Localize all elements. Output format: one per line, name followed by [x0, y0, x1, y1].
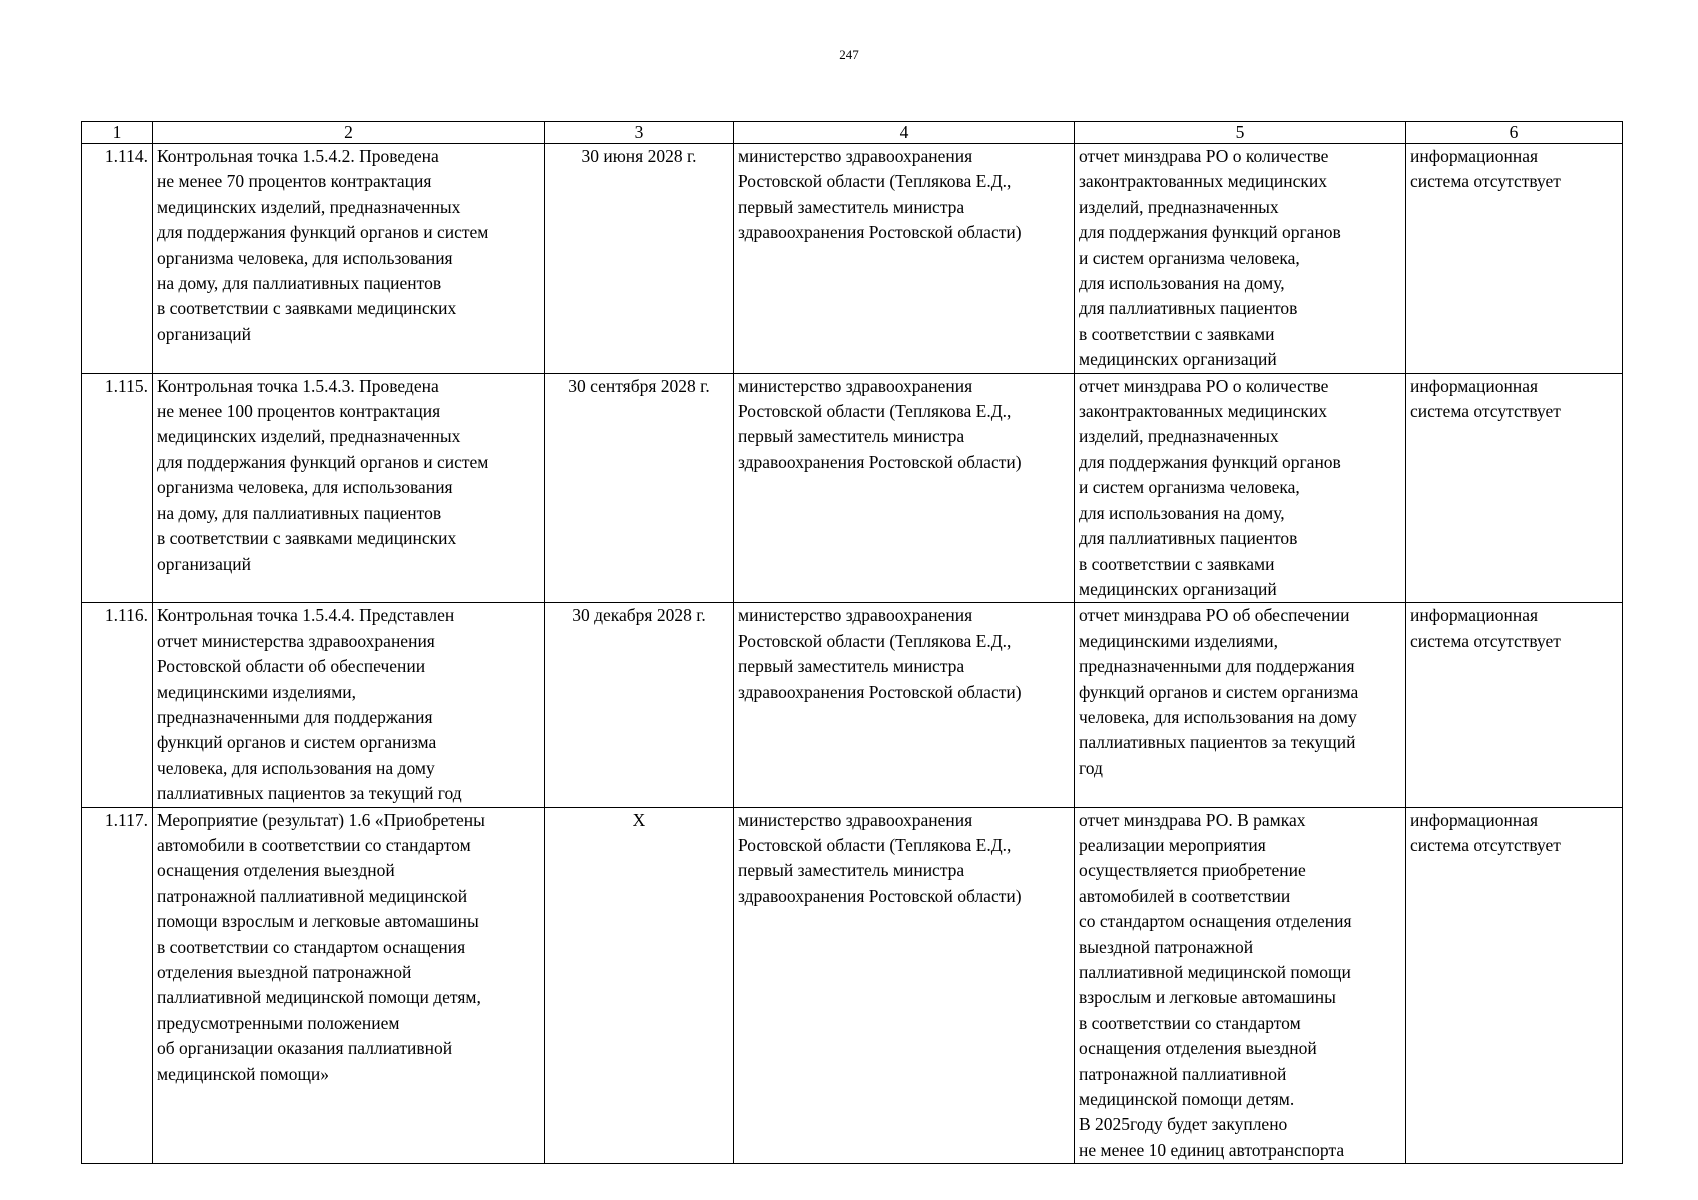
text-line: в соответствии со стандартом оснащения: [157, 936, 466, 957]
text-line: помощи взрослым и легковые автомашины: [157, 911, 479, 932]
text-line: автомобилей в соответствии: [1079, 885, 1291, 906]
text-line: не менее 100 процентов контрактация: [157, 401, 441, 422]
text-line: функций органов и систем организма: [1079, 681, 1359, 702]
text-line: паллиативной медицинской помощи: [1079, 962, 1351, 982]
text-line: на дому, для паллиативных пациентов: [157, 273, 442, 294]
event-description: [153, 144, 545, 374]
text-line: система отсутствует: [1410, 171, 1561, 192]
text-line: в соответствии с заявками: [1079, 323, 1275, 344]
text-line: в соответствии с заявками: [1079, 553, 1275, 574]
text-line: для поддержания функций органов: [1079, 222, 1341, 243]
text-line: отчет минздрава РО. В рамках: [1079, 809, 1306, 830]
text-line: для поддержания функций органов: [1079, 451, 1341, 472]
page-number: 247: [839, 47, 859, 62]
text-line: министерство здравоохранения: [738, 809, 973, 830]
text-line: взрослым и легковые автомашины: [1079, 987, 1336, 1008]
text-line: медицинской помощи»: [157, 1063, 330, 1084]
text-line: Контрольная точка 1.5.4.2. Проведена: [157, 146, 439, 166]
due-date: 30 июня 2028 г.: [545, 144, 734, 374]
text-line: паллиативных пациентов за текущий: [1079, 732, 1356, 753]
confirming-document: [1075, 144, 1406, 374]
text-line: Контрольная точка 1.5.4.4. Представлен: [157, 605, 455, 626]
information-system: [1406, 603, 1623, 807]
text-line: Ростовской области (Теплякова Е.Д.,: [738, 834, 1012, 855]
text-line: предусмотренными положением: [157, 1012, 400, 1033]
text-line: отчет минздрава РО об обеспечении: [1079, 605, 1350, 626]
row-number: 1.116.: [82, 603, 153, 807]
text-line: медицинскими изделиями,: [157, 681, 357, 702]
column-number: 4: [734, 122, 1075, 144]
text-line: здравоохранения Ростовской области): [738, 451, 1022, 472]
text-line: для использования на дому,: [1079, 273, 1285, 294]
event-description: [153, 807, 545, 1164]
column-number: 1: [82, 122, 153, 144]
text-line: законтрактованных медицинских: [1079, 171, 1327, 192]
text-line: первый заместитель министра: [738, 656, 965, 677]
text-line: осуществляется приобретение: [1079, 860, 1306, 881]
plan-table: [81, 121, 1623, 1164]
column-number: 3: [545, 122, 734, 144]
event-description: [153, 373, 545, 603]
text-line: отделения выездной патронажной: [157, 962, 412, 982]
text-line: отчет минздрава РО о количестве: [1079, 375, 1329, 396]
responsible-party: [734, 373, 1075, 603]
confirming-document: [1075, 807, 1406, 1164]
text-line: организаций: [157, 323, 251, 344]
text-line: год: [1079, 757, 1103, 778]
text-line: патронажной паллиативной медицинской: [157, 885, 468, 906]
text-line: на дому, для паллиативных пациентов: [157, 502, 442, 523]
text-line: Контрольная точка 1.5.4.3. Проведена: [157, 375, 439, 396]
text-line: отчет министерства здравоохранения: [157, 630, 435, 651]
text-line: об организации оказания паллиативной: [157, 1038, 453, 1059]
text-line: патронажной паллиативной: [1079, 1063, 1287, 1084]
text-line: здравоохранения Ростовской области): [738, 681, 1022, 702]
text-line: организаций: [157, 553, 251, 574]
table-row: [82, 144, 1623, 374]
text-line: для паллиативных пациентов: [1079, 298, 1298, 319]
text-line: и систем организма человека,: [1079, 477, 1300, 498]
text-line: оснащения отделения выездной: [157, 860, 395, 881]
text-line: в соответствии с заявками медицинских: [157, 298, 457, 319]
table-row: [82, 807, 1623, 1164]
responsible-party: [734, 144, 1075, 374]
text-line: человека, для использования на дому: [1079, 706, 1357, 727]
text-line: медицинских изделий, предназначенных: [157, 196, 461, 217]
due-date: X: [545, 807, 734, 1164]
text-line: медицинскими изделиями,: [1079, 630, 1279, 651]
text-line: не менее 70 процентов контрактация: [157, 171, 432, 192]
text-line: автомобили в соответствии со стандартом: [157, 834, 471, 855]
text-line: для поддержания функций органов и систем: [157, 222, 489, 243]
row-number: 1.115.: [82, 373, 153, 603]
text-line: система отсутствует: [1410, 401, 1561, 422]
text-line: Ростовской области (Теплякова Е.Д.,: [738, 630, 1012, 651]
text-line: В 2025году будет закуплено: [1079, 1114, 1288, 1135]
row-number: 1.114.: [82, 144, 153, 374]
text-line: Ростовской области об обеспечении: [157, 656, 426, 677]
text-line: для поддержания функций органов и систем: [157, 451, 489, 472]
text-line: со стандартом оснащения отделения: [1079, 911, 1352, 932]
text-line: функций органов и систем организма: [157, 732, 437, 753]
text-line: здравоохранения Ростовской области): [738, 222, 1022, 243]
row-number: 1.117.: [82, 807, 153, 1164]
text-line: отчет минздрава РО о количестве: [1079, 146, 1329, 166]
text-line: информационная: [1410, 375, 1539, 396]
text-line: в соответствии с заявками медицинских: [157, 528, 457, 549]
column-number: 2: [153, 122, 545, 144]
text-line: предназначенными для поддержания: [157, 706, 433, 727]
text-line: первый заместитель министра: [738, 196, 965, 217]
due-date: 30 декабря 2028 г.: [545, 603, 734, 807]
text-line: медицинских изделий, предназначенных: [157, 426, 461, 447]
text-line: система отсутствует: [1410, 834, 1561, 855]
text-line: организма человека, для использования: [157, 247, 453, 268]
text-line: паллиативных пациентов за текущий год: [157, 783, 462, 804]
text-line: реализации мероприятия: [1079, 834, 1266, 855]
text-line: изделий, предназначенных: [1079, 426, 1279, 447]
confirming-document: [1075, 373, 1406, 603]
table-row: [82, 373, 1623, 603]
information-system: [1406, 807, 1623, 1164]
text-line: система отсутствует: [1410, 630, 1561, 651]
text-line: паллиативной медицинской помощи детям,: [157, 987, 481, 1008]
text-line: медицинских организаций: [1079, 578, 1277, 599]
text-line: информационная: [1410, 809, 1539, 830]
text-line: министерство здравоохранения: [738, 605, 973, 626]
due-date: 30 сентября 2028 г.: [545, 373, 734, 603]
responsible-party: [734, 807, 1075, 1164]
text-line: в соответствии со стандартом: [1079, 1012, 1301, 1033]
column-number: 6: [1406, 122, 1623, 144]
text-line: Ростовской области (Теплякова Е.Д.,: [738, 401, 1012, 422]
text-line: оснащения отделения выездной: [1079, 1038, 1317, 1059]
text-line: не менее 10 единиц автотранспорта: [1079, 1139, 1345, 1160]
information-system: [1406, 144, 1623, 374]
text-line: законтрактованных медицинских: [1079, 401, 1327, 422]
text-line: и систем организма человека,: [1079, 247, 1300, 268]
confirming-document: [1075, 603, 1406, 807]
text-line: первый заместитель министра: [738, 426, 965, 447]
text-line: здравоохранения Ростовской области): [738, 885, 1022, 906]
text-line: министерство здравоохранения: [738, 375, 973, 396]
text-line: министерство здравоохранения: [738, 146, 973, 166]
information-system: [1406, 373, 1623, 603]
text-line: для использования на дому,: [1079, 502, 1285, 523]
column-number: 5: [1075, 122, 1406, 144]
text-line: первый заместитель министра: [738, 860, 965, 881]
text-line: выездной патронажной: [1079, 936, 1254, 957]
responsible-party: [734, 603, 1075, 807]
text-line: организма человека, для использования: [157, 477, 453, 498]
text-line: информационная: [1410, 605, 1539, 626]
table-row: [82, 603, 1623, 807]
text-line: медицинских организаций: [1079, 349, 1277, 370]
text-line: медицинской помощи детям.: [1079, 1089, 1295, 1110]
event-description: [153, 603, 545, 807]
column-number-row: [82, 122, 1623, 144]
text-line: информационная: [1410, 146, 1539, 166]
text-line: человека, для использования на дому: [157, 757, 435, 778]
text-line: предназначенными для поддержания: [1079, 656, 1355, 677]
text-line: изделий, предназначенных: [1079, 196, 1279, 217]
text-line: Мероприятие (результат) 1.6 «Приобретены: [157, 809, 485, 830]
text-line: Ростовской области (Теплякова Е.Д.,: [738, 171, 1012, 192]
text-line: для паллиативных пациентов: [1079, 528, 1298, 549]
